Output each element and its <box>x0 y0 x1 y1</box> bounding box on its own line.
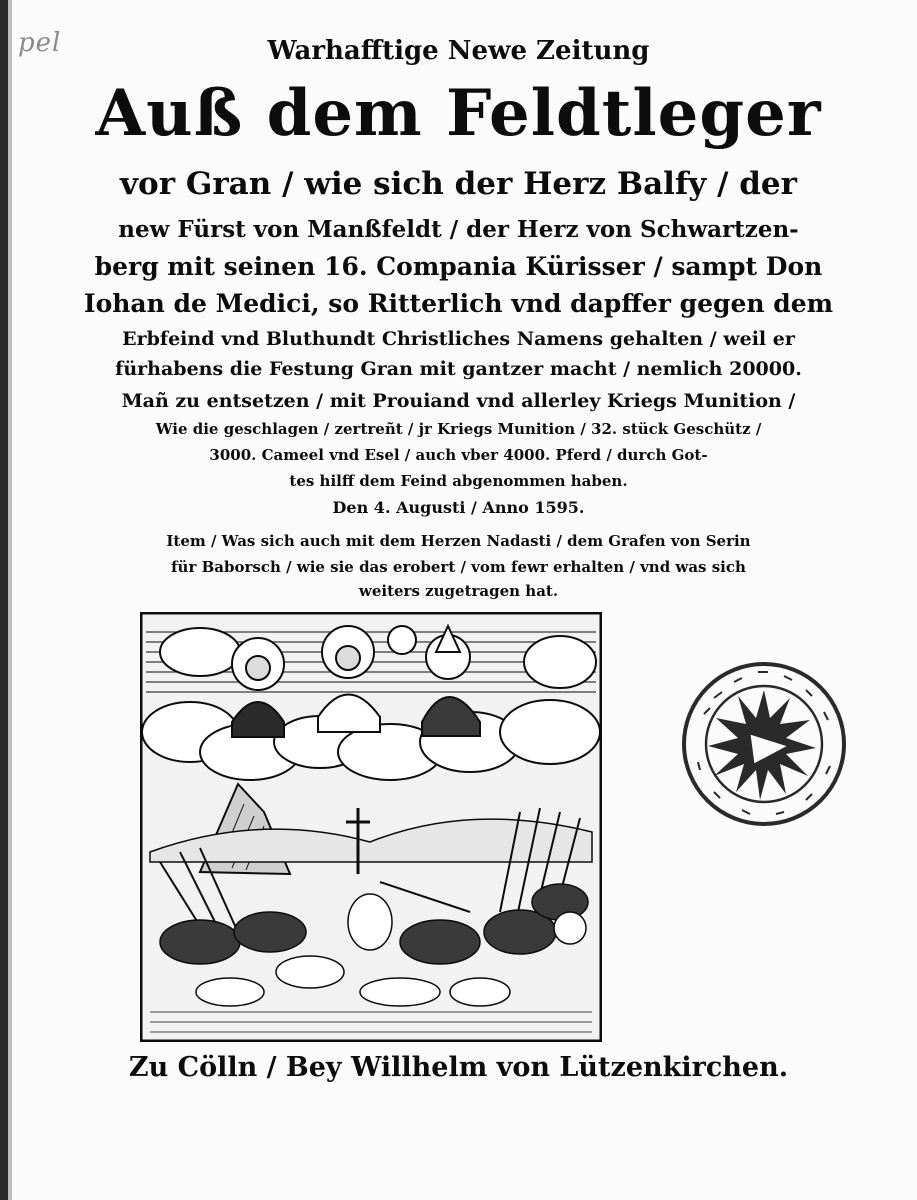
title-line-6: Iohan de Medici, so Ritterlich vnd dapffer gegen dem <box>83 289 834 318</box>
manuscript-note: pel <box>18 28 62 58</box>
title-line-5: berg mit seinen 16. Compania Kürisser / sampt Don <box>94 252 823 281</box>
title-line-7: Erbfeind vnd Bluthundt Christliches Namens gehalten / weil er <box>122 328 795 350</box>
title-line-9: Mañ zu entsetzen / mit Prouiand vnd allerley Kriegs Munition / <box>121 390 796 412</box>
title-line-3: vor Gran / wie sich der Herz Balfy / der <box>120 166 797 202</box>
title-line-2: Auß dem Feldtleger <box>95 76 822 151</box>
title-line-4: new Fürst von Manßfeldt / der Herz von Schwartzen- <box>118 216 799 243</box>
library-stamp-text <box>0 0 1 1</box>
title-line-14: Item / Was sich auch mit dem Herzen Nadasti / dem Grafen von Serin <box>166 532 751 550</box>
title-line-11: 3000. Cameel vnd Esel / auch vber 4000. Pferd / durch Got- <box>209 446 708 464</box>
title-line-10: Wie die geschlagen / zertreñt / jr Kriegs Munition / 32. stück Geschütz / <box>155 420 762 438</box>
woodcut-illustration <box>140 612 602 1042</box>
title-line-12: tes hilff dem Feind abgenommen haben. <box>289 472 628 490</box>
title-line-8: fürhabens die Festung Gran mit gantzer macht / nemlich 20000. <box>115 358 802 380</box>
title-line-16: weiters zugetragen hat. <box>358 582 559 600</box>
title-line-1: Warhafftige Newe Zeitung <box>267 36 650 66</box>
library-stamp <box>680 660 848 828</box>
title-line-15: für Baborsch / wie sie das erobert / vom fewr erhalten / vnd was sich <box>171 558 746 576</box>
title-line-13: Den 4. Augusti / Anno 1595. <box>332 498 585 517</box>
imprint-line: Zu Cölln / Bey Willhelm von Lützenkirchen. <box>128 1052 789 1083</box>
